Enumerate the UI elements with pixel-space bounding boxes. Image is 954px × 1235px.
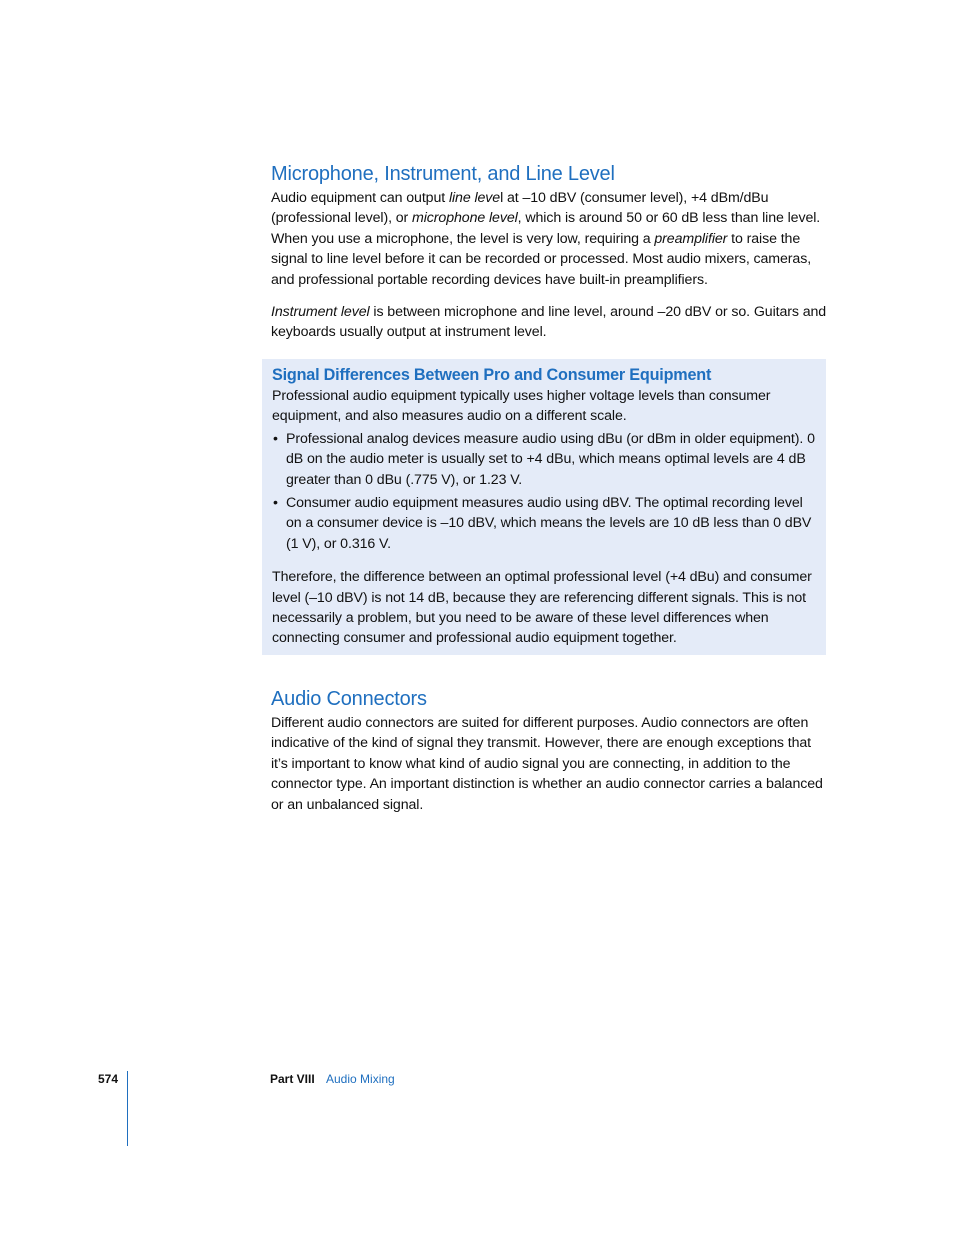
section-heading: Microphone, Instrument, and Line Level	[271, 163, 615, 185]
italic-term: microphone level	[412, 210, 518, 227]
list-item	[272, 429, 817, 490]
italic-term: line leve	[448, 190, 501, 206]
section-audio-connectors	[271, 685, 831, 815]
list-item-text: Professional analog devices measure audio using dBu (or dBm in older equipment). 0 dB on the audio meter is usually set to +4 dBu, which means optimal levels are 4 dB greater than 0 dBu (.775 V), or 1.23 V.	[286, 430, 815, 488]
footer-part-label: Part VIII	[270, 1072, 315, 1086]
sidebar-content	[272, 364, 817, 649]
footer-part-title: Audio Mixing	[326, 1072, 395, 1086]
section-microphone-levels	[271, 160, 831, 343]
text-run: is between microphone and line level, around –20 dBV or so. Guitars and keyboards usually output at instrument level.	[271, 304, 827, 341]
bullet-icon: •	[273, 430, 278, 447]
sidebar-intro: Professional audio equipment typically uses higher voltage levels than consumer equipment, and also measures audio on a different scale.	[272, 388, 771, 425]
body-paragraph	[271, 302, 831, 343]
footer-divider	[127, 1071, 128, 1146]
body-paragraph	[271, 188, 831, 290]
sidebar-heading: Signal Differences Between Pro and Consumer Equipment	[272, 366, 712, 384]
body-paragraph: Different audio connectors are suited for different purposes. Audio connectors are often indicative of the kind of signal they transmit. However, there are enough exceptions that it’s important to know what kind of audio signal you are connecting, in addition to the connector type. An important distinction is whether an audio connector carries a balanced or an unbalanced signal.	[271, 715, 823, 813]
section-heading: Audio Connectors	[271, 688, 427, 710]
sidebar-box	[262, 359, 826, 655]
italic-term: preamplifier	[654, 230, 728, 247]
bullet-list	[272, 429, 817, 554]
sidebar-conclusion: Therefore, the difference between an optimal professional level (+4 dBu) and consumer level (–10 dBV) is not 14 dB, because they are referencing different signals. This is not necessarily a problem, but you need to be aware of these level differences when connecting consumer and professional audio equipment together.	[272, 569, 812, 647]
list-item	[272, 493, 817, 554]
bullet-icon: •	[273, 495, 278, 512]
page-number: 574	[98, 1072, 119, 1086]
text-run: Audio equipment can output	[271, 190, 449, 206]
text-run: l at –10 dBV (consumer level), +4 dBm/dBu (professional level), or	[271, 190, 769, 227]
text-run: , which is around 50 or 60 dB less than line level. When you use a microphone, the level is very low, requiring a	[271, 210, 821, 247]
text-run: to raise the signal to line level before it can be recorded or processed. Most audio mixers, cameras, and professional portable recording devices have built-in preamplifiers.	[271, 230, 812, 288]
list-item-text: Consumer audio equipment measures audio using dBV. The optimal recording level on a consumer device is –10 dBV, which means the levels are 10 dB less than 0 dBV (1 V), or 0.316 V.	[286, 495, 812, 552]
italic-term: Instrument level	[271, 304, 370, 321]
